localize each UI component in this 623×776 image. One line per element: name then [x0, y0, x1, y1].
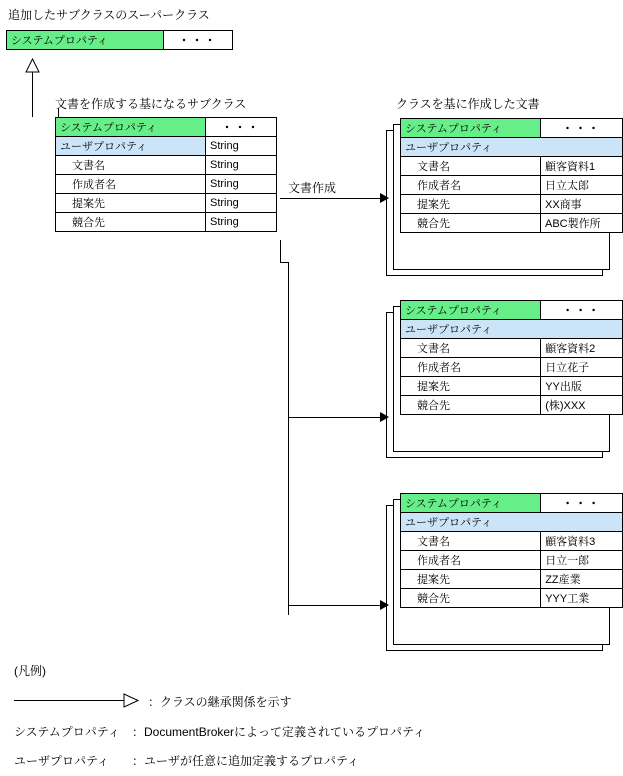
doc3-prop-label-1: 文書名	[401, 532, 541, 551]
doc3-prop-label-4: 競合先	[401, 589, 541, 608]
doc2-prop-value-1: 顧客資料2	[541, 339, 623, 358]
arrow-to-doc1-line	[280, 198, 380, 199]
table-row	[56, 213, 277, 232]
table-row	[401, 589, 623, 608]
doc3-prop-label-3: 提案先	[401, 570, 541, 589]
legend-item-2-text: ：DocumentBrokerによって定義されているプロパティ	[132, 725, 426, 739]
doc2-prop-label-2: 作成者名	[401, 358, 541, 377]
table-row	[401, 301, 623, 320]
superclass-table	[6, 30, 233, 50]
table-row	[401, 176, 623, 195]
subclass-prop-label-3: 提案先	[56, 194, 206, 213]
legend-arrowhead-icon	[123, 693, 139, 708]
subclass-prop-value-3: String	[206, 194, 277, 213]
table-row	[401, 320, 623, 339]
doc3-system-label: システムプロパティ	[401, 494, 541, 513]
subclass-system-label: システムプロパティ	[56, 118, 206, 137]
documents-caption: クラスを基に作成した文書	[396, 97, 540, 111]
subclass-prop-value-4: String	[206, 213, 277, 232]
legend-item-2-term: システムプロパティ	[14, 725, 120, 739]
doc2-system-value: ・・・	[541, 301, 623, 320]
table-row	[401, 532, 623, 551]
legend-item-3-text: ：ユーザが任意に追加定義するプロパティ	[132, 754, 360, 768]
table-row	[401, 396, 623, 415]
subclass-system-value: ・・・	[206, 118, 277, 137]
create-document-label: 文書作成	[288, 181, 337, 195]
subclass-prop-value-1: String	[206, 156, 277, 175]
inheritance-arrowhead-icon	[25, 58, 40, 73]
legend-title: (凡例)	[14, 664, 46, 678]
table-row	[401, 138, 623, 157]
doc2-prop-value-3: YY出版	[541, 377, 623, 396]
table-row	[56, 156, 277, 175]
doc2-user-label: ユーザプロパティ	[401, 320, 623, 339]
table-row	[56, 194, 277, 213]
subclass-caption: 文書を作成する基になるサブクラス	[55, 97, 247, 111]
superclass-system-label: システムプロパティ	[7, 31, 164, 50]
inheritance-line-vertical	[32, 72, 33, 117]
document-3	[400, 493, 623, 608]
arrow-to-doc3-head-icon	[380, 600, 389, 610]
superclass-caption: 追加したサブクラスのスーパークラス	[8, 8, 210, 22]
table-row	[401, 195, 623, 214]
doc1-system-label: システムプロパティ	[401, 119, 541, 138]
table-row	[401, 494, 623, 513]
table-row	[401, 377, 623, 396]
table-row	[401, 551, 623, 570]
doc2-prop-value-4: (株)XXX	[541, 396, 623, 415]
superclass-box	[6, 30, 233, 50]
doc3-prop-value-1: 顧客資料3	[541, 532, 623, 551]
doc3-prop-value-4: YYY工業	[541, 589, 623, 608]
table-row	[401, 119, 623, 138]
doc3-prop-value-2: 日立一郎	[541, 551, 623, 570]
doc2-prop-label-4: 競合先	[401, 396, 541, 415]
table-row	[56, 137, 277, 156]
doc2-prop-value-2: 日立花子	[541, 358, 623, 377]
doc1-prop-value-3: XX商事	[541, 195, 623, 214]
subclass-user-value: String	[206, 137, 277, 156]
subclass-caption-tick	[58, 108, 59, 118]
doc1-prop-label-4: 競合先	[401, 214, 541, 233]
doc3-prop-label-2: 作成者名	[401, 551, 541, 570]
doc1-prop-value-1: 顧客資料1	[541, 157, 623, 176]
subclass-prop-label-4: 競合先	[56, 213, 206, 232]
arrow-to-doc1-head-icon	[380, 193, 389, 203]
table-row	[401, 157, 623, 176]
table-row	[7, 31, 233, 50]
subclass-prop-value-2: String	[206, 175, 277, 194]
table-row	[401, 513, 623, 532]
subclass-box	[55, 117, 277, 232]
branch-line-main-vertical	[288, 262, 289, 615]
table-row	[56, 175, 277, 194]
document-2	[400, 300, 623, 415]
doc1-prop-value-4: ABC製作所	[541, 214, 623, 233]
doc1-prop-label-3: 提案先	[401, 195, 541, 214]
doc1-system-value: ・・・	[541, 119, 623, 138]
branch-line-down	[280, 240, 281, 262]
table-row	[401, 214, 623, 233]
doc1-user-label: ユーザプロパティ	[401, 138, 623, 157]
doc2-system-label: システムプロパティ	[401, 301, 541, 320]
doc1-prop-label-1: 文書名	[401, 157, 541, 176]
doc3-user-label: ユーザプロパティ	[401, 513, 623, 532]
doc2-prop-label-1: 文書名	[401, 339, 541, 358]
doc3-system-value: ・・・	[541, 494, 623, 513]
legend-arrow-line	[14, 700, 124, 701]
branch-line-stub	[280, 262, 288, 263]
doc3-prop-value-3: ZZ産業	[541, 570, 623, 589]
table-row	[401, 339, 623, 358]
legend-item-1-text: ：クラスの継承関係を示す	[148, 695, 292, 709]
superclass-system-value: ・・・	[164, 31, 233, 50]
subclass-prop-label-1: 文書名	[56, 156, 206, 175]
legend-item-3-term: ユーザプロパティ	[14, 754, 110, 768]
subclass-user-label: ユーザプロパティ	[56, 137, 206, 156]
arrow-to-doc2-line	[288, 417, 380, 418]
doc1-prop-label-2: 作成者名	[401, 176, 541, 195]
table-row	[401, 358, 623, 377]
doc1-prop-value-2: 日立太郎	[541, 176, 623, 195]
subclass-table	[55, 117, 277, 232]
arrow-to-doc3-line	[288, 605, 380, 606]
doc2-prop-label-3: 提案先	[401, 377, 541, 396]
document-2-table	[400, 300, 623, 415]
table-row	[401, 570, 623, 589]
document-3-table	[400, 493, 623, 608]
arrow-to-doc2-head-icon	[380, 412, 389, 422]
document-1	[400, 118, 623, 233]
subclass-prop-label-2: 作成者名	[56, 175, 206, 194]
document-1-table	[400, 118, 623, 233]
table-row	[56, 118, 277, 137]
